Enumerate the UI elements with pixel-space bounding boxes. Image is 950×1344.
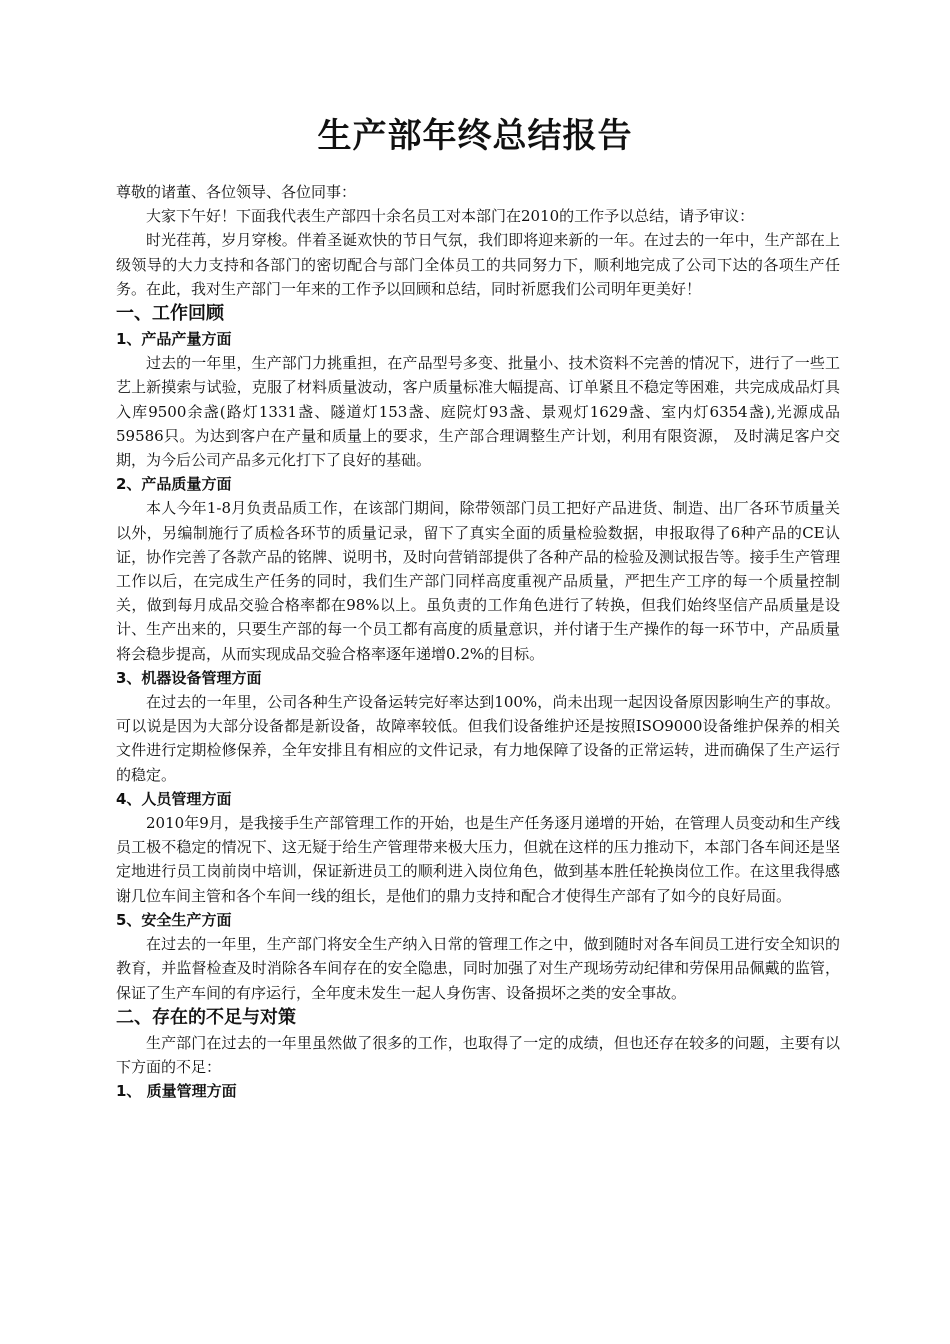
paragraph-safety: 在过去的一年里，生产部门将安全生产纳入日常的管理工作之中，做到随时对各车间员工进行安全知识的教育，并监督检查及时消除各车间存在的安全隐患，同时加强了对生产现场劳动纪律和劳保用品佩戴的监管，保证了生产车间的有序运行，全年度未发生一起人身伤害、设备损坏之类的安全事故。 xyxy=(116,935,840,1002)
paragraph-shortcomings-intro: 生产部门在过去的一年里虽然做了很多的工作，也取得了一定的成绩，但也还存在较多的问题，主要有以下方面的不足： xyxy=(116,1033,840,1076)
subheading-quality-management: 1、 质量管理方面 xyxy=(116,1082,237,1101)
paragraph-output: 过去的一年里，生产部门力挑重担，在产品型号多变、批量小、技术资料不完善的情况下，进行了一些工艺上新摸索与试验，克服了材料质量波动，客户质量标准大幅提高、订单紧且不稳定等困难，共完成成品灯具入库9500余盏(路灯1331盏、隧道灯153盏、庭院灯93盏、景观灯1629盏、室内灯6354盏),光源成品59586只。为达到客户在产量和质量上的要求，生产部合理调整生产计划，利用有限资源， 及时满足客户交期，为今后公司产品多元化打下了良好的基础。 xyxy=(116,354,840,470)
subheading-personnel: 4、人员管理方面 xyxy=(116,789,232,808)
opening-paragraph: 时光荏苒，岁月穿梭。伴着圣诞欢快的节日气氛，我们即将迎来新的一年。在过去的一年中，生产部在上级领导的大力支持和各部门的密切配合与部门全体员工的共同努力下，顺利地完成了公司下达的各项生产任务。在此，我对生产部门一年来的工作予以回顾和总结，同时祈愿我们公司明年更美好！ xyxy=(116,231,840,298)
paragraph-quality: 本人今年1-8月负责品质工作，在该部门期间，除带领部门员工把好产品进货、制造、出厂各环节质量关以外，另编制施行了质检各环节的质量记录，留下了真实全面的质量检验数据，申报取得了6种产品的CE认证，协作完善了各款产品的铭牌、说明书，及时向营销部提供了各种产品的检验及测试报告等。接手生产管理工作以后，在完成生产任务的同时，我们生产部门同样高度重视产品质量，严把生产工序的每一个质量控制关，做到每月成品交验合格率都在98%以上。虽负责的工作角色进行了转换，但我们始终坚信产品质量是设计、生产出来的，只要生产部的每一个员工都有高度的质量意识，并付诸于生产操作的每一环节中，产品质量将会稳步提高，从而实现成品交验合格率逐年递增0.2%的目标。 xyxy=(116,499,840,663)
paragraph-personnel: 2010年9月，是我接手生产部管理工作的开始，也是生产任务逐月递增的开始，在管理人员变动和生产线员工极不稳定的情况下、这无疑于给生产管理带来极大压力，但就在这样的压力推动下，本部门各车间还是坚定地进行员工岗前岗中培训，保证新进员工的顺利进入岗位角色，做到基本胜任轮换岗位工作。在这里我得感谢几位车间主管和各个车间一线的组长，是他们的鼎力支持和配合才使得生产部有了如今的良好局面。 xyxy=(116,814,840,905)
subheading-output: 1、产品产量方面 xyxy=(116,330,232,349)
salutation: 尊敬的诸董、各位领导、各位同事： xyxy=(116,183,357,201)
section-heading-review: 一、工作回顾 xyxy=(116,303,224,325)
subheading-safety: 5、安全生产方面 xyxy=(116,910,232,929)
intro-paragraph: 大家下午好！下面我代表生产部四十余名员工对本部门在2010的工作予以总结，请予审议： xyxy=(146,207,755,226)
document-body xyxy=(116,180,840,1103)
subheading-equipment: 3、机器设备管理方面 xyxy=(116,668,262,687)
document-title: 生产部年终总结报告 xyxy=(317,116,633,156)
subheading-quality: 2、产品质量方面 xyxy=(116,475,232,494)
paragraph-equipment: 在过去的一年里，公司各种生产设备运转完好率达到100%，尚未出现一起因设备原因影响生产的事故。可以说是因为大部分设备都是新设备，故障率较低。但我们设备维护还是按照ISO9000设备维护保养的相关文件进行定期检修保养，全年安排且有相应的文件记录，有力地保障了设备的正常运转，进而确保了生产运行的稳定。 xyxy=(116,693,840,784)
section-heading-shortcomings: 二、存在的不足与对策 xyxy=(116,1006,296,1028)
